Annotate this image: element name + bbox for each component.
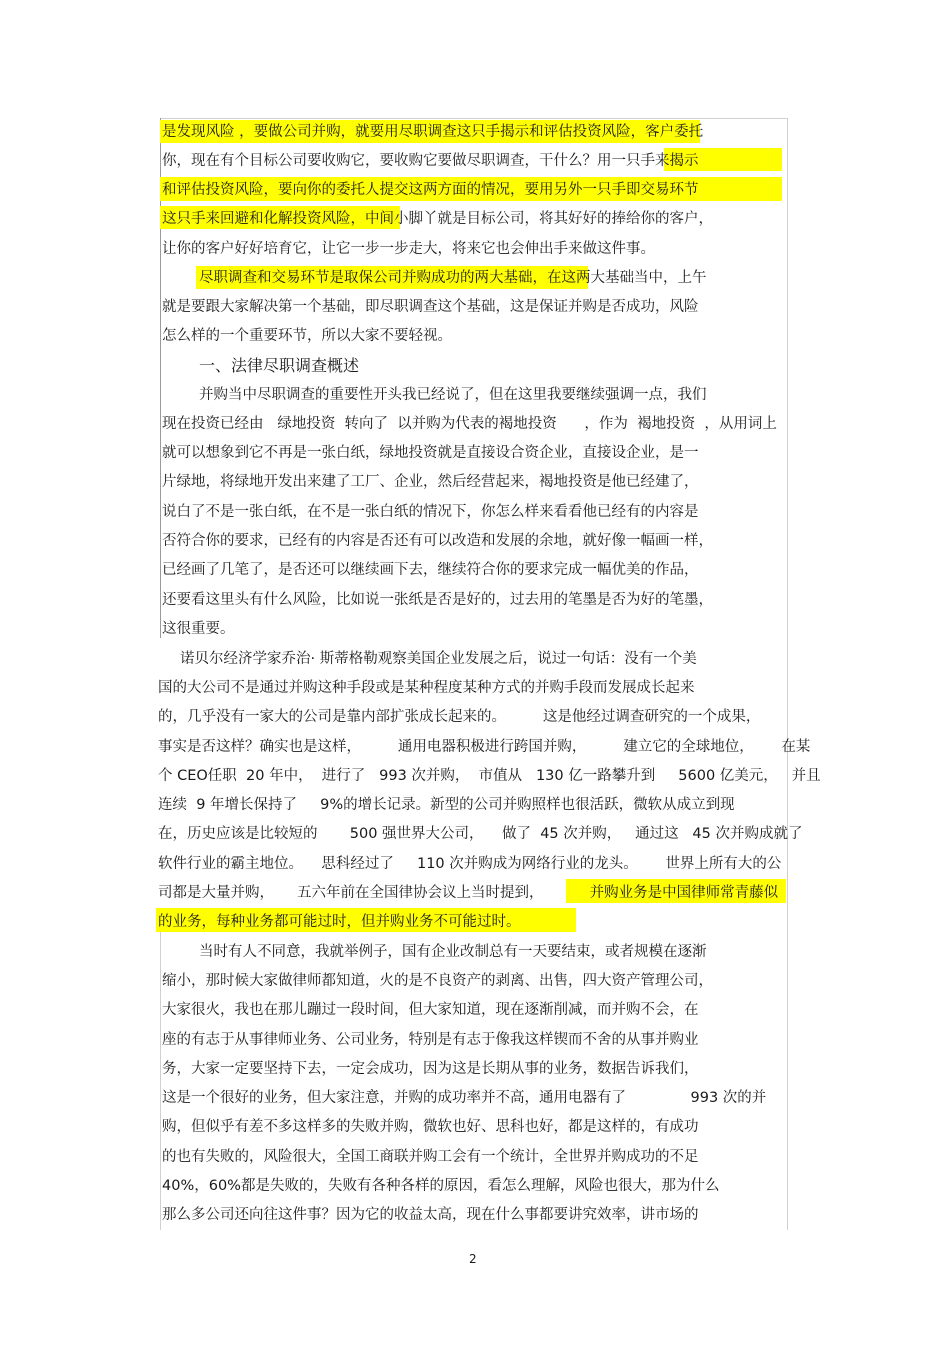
body-line: 说白了不是一张白纸，在不是一张白纸的情况下，你怎么样来看看他已经有的内容是 — [162, 504, 699, 520]
left-border — [160, 930, 161, 1230]
body-line: 是发现风险 ，要做公司并购，就要用尽职调查这只手揭示和评估投资风险，客户委托 — [162, 124, 704, 140]
body-line: 软件行业的霸主地位。 思科经过了 110 次并购成为网络行业的龙头。 世界上所有大的公 — [158, 856, 782, 872]
page-number: 2 — [469, 1252, 477, 1266]
right-border — [787, 118, 788, 1230]
body-line: 大家很火，我也在那儿蹦过一段时间，但大家知道，现在逐渐削减，而并购不会，在 — [162, 1002, 699, 1018]
body-line: 的，几乎没有一家大的公司是靠内部扩张成长起来的。 这是他经过调查研究的一个成果， — [158, 709, 761, 725]
top-border — [160, 118, 788, 119]
body-line: 连续 9 年增长保持了 9%的增长记录。新型的公司并购照样也很活跃，微软从成立到现 — [158, 797, 735, 813]
body-line: 那么多公司还向往这件事？因为它的收益太高，现在什么事都要讲究效率，讲市场的 — [162, 1207, 699, 1223]
body-line: 已经画了几笔了，是否还可以继续画下去，继续符合你的要求完成一幅优美的作品， — [162, 562, 699, 578]
body-line: 的业务，每种业务都可能过时，但并购业务不可能过时。 — [158, 914, 521, 930]
body-line: 国的大公司不是通过并购这种手段或是某种程度某种方式的并购手段而发展成长起来 — [158, 680, 695, 696]
body-line: 否符合你的要求，已经有的内容是否还有可以改造和发展的余地，就好像一幅画一样， — [162, 533, 713, 549]
body-line: 缩小，那时候大家做律师都知道，火的是不良资产的剥离、出售，四大资产管理公司， — [162, 973, 713, 989]
body-line: 当时有人不同意，我就举例子，国有企业改制总有一天要结束，或者规模在逐渐 — [199, 944, 707, 960]
body-line: 诺贝尔经济学家乔治· 斯蒂格勒观察美国企业发展之后，说过一句话：没有一个美 — [180, 651, 697, 667]
body-line: 这只手来回避和化解投资风险，中间小脚丫就是目标公司，将其好好的捧给你的客户， — [162, 211, 713, 227]
body-line: 让你的客户好好培育它，让它一步一步走大，将来它也会伸出手来做这件事。 — [162, 241, 655, 257]
body-line: 片绿地，将绿地开发出来建了工厂、企业，然后经营起来，褐地投资是他已经建了， — [162, 474, 699, 490]
body-line: 在，历史应该是比较短的 500 强世界大公司， 做了 45 次并购， 通过这 45 次并购成就了 — [158, 826, 803, 842]
body-line: 这是一个很好的业务，但大家注意，并购的成功率并不高，通用电器有了 993 次的并 — [162, 1090, 767, 1106]
body-line: 个 CEO任职 20 年中， 进行了 993 次并购， 市值从 130 亿一路攀升到 5600 亿美元， 并且 — [158, 768, 821, 784]
body-line: 还要看这里头有什么风险，比如说一张纸是否是好的，过去用的笔墨是否为好的笔墨， — [162, 592, 713, 608]
body-line: 40%，60%都是失败的，失败有各种各样的原因，看怎么理解，风险也很大，那为什么 — [162, 1178, 720, 1194]
body-line: 购，但似乎有差不多这样多的失败并购，微软也好、思科也好，都是这样的，有成功 — [162, 1119, 699, 1135]
body-line: 就是要跟大家解决第一个基础，即尽职调查这个基础，这是保证并购是否成功，风险 — [162, 299, 699, 315]
body-line: 你，现在有个目标公司要收购它，要收购它要做尽职调查，干什么？用一只手来揭示 — [162, 153, 699, 169]
body-line: 事实是否这样？确实也是这样， 通用电器积极进行跨国并购， 建立它的全球地位， 在某 — [158, 739, 811, 755]
body-line: 务，大家一定要坚持下去，一定会成功，因为这是长期从事的业务，数据告诉我们， — [162, 1061, 699, 1077]
body-line: 现在投资已经由 绿地投资 转向了 以并购为代表的褐地投资 ，作为 褐地投资 ，从用词上 — [162, 416, 777, 432]
body-line: 就可以想象到它不再是一张白纸，绿地投资就是直接设合资企业，直接设企业，是一 — [162, 445, 699, 461]
body-line: 这很重要。 — [162, 621, 235, 637]
body-line: 尽职调查和交易环节是取保公司并购成功的两大基础，在这两大基础当中，上午 — [199, 270, 707, 286]
body-line: 怎么样的一个重要环节，所以大家不要轻视。 — [162, 328, 452, 344]
body-line: 并购当中尽职调查的重要性开头我已经说了，但在这里我要继续强调一点，我们 — [199, 387, 707, 403]
body-line: 座的有志于从事律师业务、公司业务，特别是有志于像我这样锲而不舍的从事并购业 — [162, 1032, 699, 1048]
body-line: 和评估投资风险，要向你的委托人提交这两方面的情况，要用另外一只手即交易环节 — [162, 182, 699, 198]
body-line: 司都是大量并购， 五六年前在全国律协会议上当时提到， 并购业务是中国律师常青藤似 — [158, 885, 779, 901]
body-line: 的也有失败的，风险很大，全国工商联并购工会有一个统计，全世界并购成功的不足 — [162, 1149, 699, 1165]
section-heading: 一、法律尽职调查概述 — [199, 356, 360, 375]
